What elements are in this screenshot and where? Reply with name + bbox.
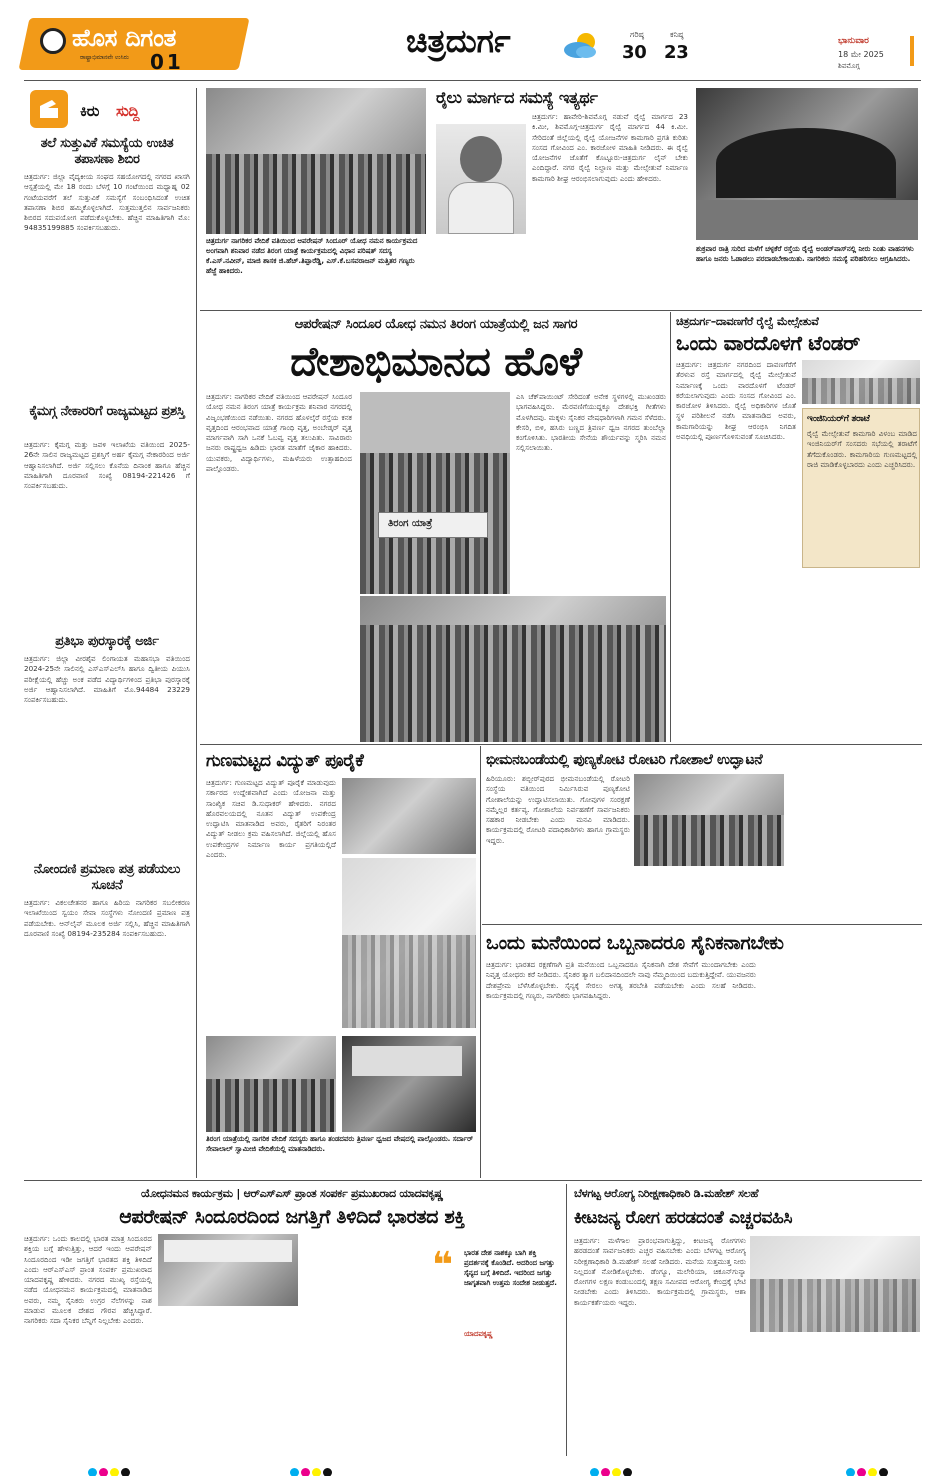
registration-dots [88,1462,132,1476]
brief-body: ಚಿತ್ರದುರ್ಗ: ವಿಕಲಚೇತನರ ಹಾಗೂ ಹಿರಿಯ ನಾಗರಿಕರ ಸಬಲೀಕರಣ ಇಲಾಖೆಯಿಂದ ಸ್ವಯಂ ಸೇವಾ ಸಂಸ್ಥೆಗಳು ನೋಂದಣಿ ಪ್ರಮಾಣ ಪತ್ರ ಪಡೆಯಬೇಕು. ಆನ್‌ಲೈನ್ ಮೂಲಕ ಅರ್ಜಿ ಸಲ್ಲಿಸಿ, ಹೆಚ್ಚಿನ ಮಾಹಿತಿಗಾಗಿ ದೂರವಾಣಿ ಸಂಖ್ಯೆ 08194-235284 ಸಂಪರ್ಕಿಸಬಹುದು. [24,898,190,938]
bottom-right-kicker: ಬೆಳಗಟ್ಟ ಆರೋಗ್ಯ ನಿರೀಕ್ಷಣಾಧಿಕಾರಿ ಡಿ.ಮಹೇಶ್ ಸಲಹೆ [574,1187,759,1200]
registration-dots [846,1462,890,1476]
registration-dots [290,1462,334,1476]
stage-photo [342,1036,476,1132]
kirusuddi-column [24,88,192,1178]
rail-headline: ರೈಲು ಮಾರ್ಗದ ಸಮಸ್ಯೆ ಇತ್ಯರ್ಥ [436,88,598,107]
yatra-photo-caption: ಚಿತ್ರದುರ್ಗ ನಾಗರಿಕರ ವೇದಿಕೆ ವತಿಯಿಂದ ಆಪರೇಷನ್ ಸಿಂದೂರ್ ಯೋಧ ನಮನ ಕಾರ್ಯಕ್ರಮದ ಅಂಗವಾಗಿ ಶನಿವಾರ ನಡೆದ ತಿರಂಗ ಯಾತ್ರೆ ಕಾರ್ಯಕ್ರಮದಲ್ಲಿ ವಿಧಾನ ಪರಿಷತ್ ಸದಸ್ಯ ಕೆ.ಎಸ್.ನವೀನ್, ಮಾಜಿ ಶಾಸಕ ಜಿ.ಹೆಚ್.ತಿಪ್ಪಾರೆಡ್ಡಿ, ಎಸ್.ಕೆ.ಬಸವರಾಜನ್ ಮತ್ತಿತರ ಗಣ್ಯರು ಹೆಜ್ಜೆ ಹಾಕಿದರು. [206,237,418,275]
logo-circle-icon [40,28,66,54]
brief-headline: ತಲೆ ಸುತ್ತುವಿಕೆ ಸಮಸ್ಯೆಯ ಉಚಿತ ತಪಾಸಣಾ ಶಿಬಿರ [40,136,174,167]
masthead [0,0,945,80]
quote-box [432,1245,560,1344]
lead-kicker: ಆಪರೇಷನ್ ಸಿಂದೂರ ಯೋಧ ನಮನ ತಿರಂಗ ಯಾತ್ರೆಯಲ್ಲಿ ಜನ ಸಾಗರ [294,317,578,332]
tender-body: ಚಿತ್ರದುರ್ಗ: ಚಿತ್ರದುರ್ಗ ನಗರದಿಂದ ದಾವಣಗೆರೆಗೆ ತೆರಳುವ ರಸ್ತೆ ಮಾರ್ಗದಲ್ಲಿ ರೈಲ್ವೆ ಮೇಲ್ಸೇತುವೆ ನಿರ್ಮಾಣಕ್ಕೆ ಒಂದು ವಾರದೊಳಗೆ ಟೆಂಡರ್ ಕರೆಯಲಾಗುವುದು ಎಂದು ಸಂಸದ ಗೋವಿಂದ ಎಂ. ಕಾರಜೋಳ ತಿಳಿಸಿದರು. ರೈಲ್ವೆ ಅಧಿಕಾರಿಗಳ ಜೊತೆ ಸ್ಥಳ ಪರಿಶೀಲನೆ ನಡೆಸಿ ಮಾತನಾಡಿದ ಅವರು, ಕಾಮಗಾರಿಯನ್ನು ಶೀಘ್ರ ಆರಂಭಿಸಿ ನಿಗದಿತ ಅವಧಿಯಲ್ಲಿ ಪೂರ್ಣಗೊಳಿಸುವಂತೆ ಸೂಚಿಸಿದರು. [676,360,796,442]
underpass-photo [696,88,918,240]
masthead-rule [24,80,921,81]
registration-dots [590,1462,634,1476]
sun-cloud-icon [562,30,602,60]
power-headline: ಗುಣಮಟ್ಟದ ವಿದ್ಯುತ್ ಪೂರೈಕೆ [206,751,364,771]
day: ಭಾನುವಾರ [838,36,869,46]
quote-author: ಯಾದವಕೃಷ್ಣ [464,1330,493,1338]
max-temp-label: ಗರಿಷ್ಠ [630,30,644,39]
brief-headline: ಪ್ರತಿಭಾ ಪುರಸ್ಕಾರಕ್ಕೆ ಅರ್ಜಿ [24,634,190,650]
rail-body: ಚಿತ್ರದುರ್ಗ: ಹಾವೇರಿ-ಶಿವಮೊಗ್ಗ ನಡುವೆ ರೈಲ್ವೆ ಮಾರ್ಗದ 23 ಕಿ.ಮೀ, ಶಿವಮೊಗ್ಗ-ಚಿತ್ರದುರ್ಗ ರೈಲ್ವೆ ಮಾರ್ಗದ 44 ಕಿ.ಮೀ. ಸೇರಿದಂತೆ ಜಿಲ್ಲೆಯಲ್ಲಿ ರೈಲ್ವೆ ಯೋಜನೆಗಳ ಕಾಮಗಾರಿ ಪ್ರಗತಿ ಕುರಿತು ಸಂಸದ ಗೋವಿಂದ ಎಂ. ಕಾರಜೋಳ ಮಾಹಿತಿ ನೀಡಿದರು. ಈ ರೈಲ್ವೆ ಯೋಜನೆಗಳ ಜೊತೆಗೆ ಕೊಟ್ಟೂರು-ಚಿತ್ರದುರ್ಗ ಲೈನ್ ಬೇಕು ಎಂದಿದ್ದಾರೆ. ನಗರ ರೈಲ್ವೆ ನಿಲ್ದಾಣ ಮತ್ತು ಮೇಲ್ಸೇತುವೆ ನಿರ್ಮಾಣ ಕಾಮಗಾರಿ ಶೀಘ್ರ ಆರಂಭಿಸಲಾಗುವುದು ಎಂದು ಹೇಳಿದರು. [532,112,688,183]
power-body: ಚಿತ್ರದುರ್ಗ: ಗುಣಮಟ್ಟದ ವಿದ್ಯುತ್ ಪೂರೈಕೆ ಮಾಡುವುದು ಸರ್ಕಾರದ ಉದ್ದೇಶವಾಗಿದೆ ಎಂದು ಯೋಜನಾ ಮತ್ತು ಸಾಂಖ್ಯಿಕ ಸಚಿವ ಡಿ.ಸುಧಾಕರ್ ಹೇಳಿದರು. ನಗರದ ಹೊರವಲಯದಲ್ಲಿ ನೂತನ ವಿದ್ಯುತ್ ಉಪಕೇಂದ್ರ ಉದ್ಘಾಟಿಸಿ ಮಾತನಾಡಿದ ಅವರು, ರೈತರಿಗೆ ನಿರಂತರ ವಿದ್ಯುತ್ ನೀಡಲು ಕ್ರಮ ವಹಿಸಲಾಗಿದೆ. ಜಿಲ್ಲೆಯಲ್ಲಿ ಹೊಸ ಉಪಕೇಂದ್ರಗಳ ನಿರ್ಮಾಣ ಕಾರ್ಯ ಪ್ರಗತಿಯಲ್ಲಿದೆ ಎಂದರು. [206,778,336,860]
row-divider [200,310,922,311]
lead-headline: ದೇಶಾಭಿಮಾನದ ಹೊಳೆ [290,339,582,385]
row-divider [24,1180,922,1181]
kirusuddi-label-b: ಸುದ್ದಿ [116,102,140,120]
lead-body-col1: ಚಿತ್ರದುರ್ಗ: ನಾಗರಿಕರ ವೇದಿಕೆ ವತಿಯಿಂದ ಆಪರೇಷನ್ ಸಿಂದೂರ ಯೋಧ ನಮನ ತಿರಂಗ ಯಾತ್ರೆ ಕಾರ್ಯಕ್ರಮ ಶನಿವಾರ ನಗರದಲ್ಲಿ ವಿಜೃಂಭಣೆಯಿಂದ ನಡೆಯಿತು. ನಗರದ ಹೊಳಲ್ಕೆರೆ ರಸ್ತೆಯ ಕನಕ ವೃತ್ತದಿಂದ ಆರಂಭವಾದ ಯಾತ್ರೆ ಗಾಂಧಿ ವೃತ್ತ, ಅಂಬೇಡ್ಕರ್ ವೃತ್ತ ಮಾರ್ಗವಾಗಿ ಸಾಗಿ ಒನಕೆ ಓಬವ್ವ ವೃತ್ತ ತಲುಪಿತು. ಸಾವಿರಾರು ಜನರು ರಾಷ್ಟ್ರಧ್ವಜ ಹಿಡಿದು ಭಾರತ ಮಾತೆಗೆ ಜೈಕಾರ ಹಾಕಿದರು. ಯುವಕರು, ವಿದ್ಯಾರ್ಥಿಗಳು, ಮಹಿಳೆಯರು ಉತ್ಸಾಹದಿಂದ ಪಾಲ್ಗೊಂಡರು. [206,392,352,474]
bottom-right-body: ಚಿತ್ರದುರ್ಗ: ಮಳೆಗಾಲ ಪ್ರಾರಂಭವಾಗುತ್ತಿದ್ದು, ಕೀಟಜನ್ಯ ರೋಗಗಳು ಹರಡದಂತೆ ಸಾರ್ವಜನಿಕರು ಎಚ್ಚರ ವಹಿಸಬೇಕು ಎಂದು ಬೆಳಗಟ್ಟ ಆರೋಗ್ಯ ನಿರೀಕ್ಷಣಾಧಿಕಾರಿ ಡಿ.ಮಹೇಶ್ ಸಲಹೆ ನೀಡಿದರು. ಮನೆಯ ಸುತ್ತಮುತ್ತ ನೀರು ನಿಲ್ಲದಂತೆ ನೋಡಿಕೊಳ್ಳಬೇಕು. ಡೆಂಗ್ಯೂ, ಮಲೇರಿಯಾ, ಚಿಕೂನ್‌ಗುನ್ಯಾ ರೋಗಗಳ ಲಕ್ಷಣ ಕಂಡುಬಂದಲ್ಲಿ ತಕ್ಷಣ ಸಮೀಪದ ಆರೋಗ್ಯ ಕೇಂದ್ರಕ್ಕೆ ಭೇಟಿ ನೀಡಬೇಕು ಎಂದು ತಿಳಿಸಿದರು. ಕಾರ್ಯಕ್ರಮದಲ್ಲಿ ಗ್ರಾಮಸ್ಥರು, ಆಶಾ ಕಾರ್ಯಕರ್ತೆಯರು ಇದ್ದರು. [574,1236,746,1307]
column-divider [670,312,671,742]
logo-text: ಹೊಸ ದಿಗಂತ [72,24,177,52]
city: ಶಿವಮೊಗ್ಗ [838,62,860,70]
rss-event-photo [158,1234,298,1306]
bottom-left-headline: ಆಪರೇಷನ್ ಸಿಂದೂರದಿಂದ ಜಗತ್ತಿಗೆ ತಿಳಿದಿದೆ ಭಾರತದ ಶಕ್ತಿ [119,1206,465,1228]
brief-headline: ಕೈಮಗ್ಗ ನೇಕಾರರಿಗೆ ರಾಜ್ಯಮಟ್ಟದ ಪ್ರಶಸ್ತಿ [24,404,190,420]
masthead-accent-bar [910,36,914,66]
tagline: ರಾಷ್ಟ್ರಾಭಿಮಾನವೇ ಉಸಿರು [80,54,129,61]
min-temp: 23 [664,42,689,63]
goshala-photo [634,774,784,866]
max-temp: 30 [622,42,647,63]
row-divider [200,744,922,745]
bottom-left-body-mid [158,1310,428,1454]
bottom-left-kicker: ಯೋಧನಮನ ಕಾರ್ಯಕ್ರಮ | ಆರ್‌ಎಸ್‌ಎಸ್ ಪ್ರಾಂತ ಸಂಪರ್ಕ ಪ್ರಮುಖರಾದ ಯಾದವಕೃಷ್ಣ [141,1187,443,1200]
brief-body: ಚಿತ್ರದುರ್ಗ: ಜಿಲ್ಲಾ ವೈದ್ಯಕೀಯ ಸಂಘದ ಸಹಯೋಗದಲ್ಲಿ ನಗರದ ಖಾಸಗಿ ಆಸ್ಪತ್ರೆಯಲ್ಲಿ ಮೇ 18 ರಂದು ಬೆಳಗ್ಗೆ 10 ಗಂಟೆಯಿಂದ ಮಧ್ಯಾಹ್ನ 02 ಗಂಟೆಯವರೆಗೆ ತಲೆ ಸುತ್ತುವಿಕೆ ಸಮಸ್ಯೆಗೆ ಸಂಬಂಧಿಸಿದಂತೆ ಉಚಿತ ತಪಾಸಣಾ ಶಿಬಿರ ಹಮ್ಮಿಕೊಳ್ಳಲಾಗಿದೆ. ಸುತ್ತಮುತ್ತಲಿನ ಸಾರ್ವಜನಿಕರು ಶಿಬಿರದ ಸದುಪಯೋಗ ಪಡೆದುಕೊಳ್ಳಬೇಕು. ಹೆಚ್ಚಿನ ಮಾಹಿತಿಗಾಗಿ ಮೊ: 94835199885 ಸಂಪರ್ಕಿಸಬಹುದು. [24,172,190,233]
date: 18 ಮೇ 2025 [838,50,884,59]
engineer-box-title: ಇಂಜಿನಿಯರ್‌ಗೆ ತರಾಟೆ [807,414,870,424]
tender-photo [802,360,920,404]
goshala-body: ಹಿರಿಯೂರು: ಶಬ್ಬೀರ್‌ಪುರದ ಭೀಮನಬಂಡೆಯಲ್ಲಿ ರೋಟರಿ ಸಂಸ್ಥೆಯ ವತಿಯಿಂದ ನಿರ್ಮಿಸಿರುವ ಪುಣ್ಯಕೋಟಿ ಗೋಶಾಲೆಯನ್ನು ಉದ್ಘಾಟಿಸಲಾಯಿತು. ಗೋವುಗಳ ಸಂರಕ್ಷಣೆ ನಮ್ಮೆಲ್ಲರ ಕರ್ತವ್ಯ. ಗೋಶಾಲೆಯ ನಿರ್ವಹಣೆಗೆ ಸಾರ್ವಜನಿಕರು ಸಹಕಾರ ನೀಡಬೇಕು ಎಂದು ಮನವಿ ಮಾಡಿದರು. ಕಾರ್ಯಕ್ರಮದಲ್ಲಿ ರೋಟರಿ ಪದಾಧಿಕಾರಿಗಳು ಹಾಗೂ ಗ್ರಾಮಸ್ಥರು ಇದ್ದರು. [486,774,630,845]
min-temp-label: ಕನಿಷ್ಠ [670,30,684,39]
column-divider [480,746,481,1178]
edition-title: ಚಿತ್ರದುರ್ಗ [406,22,511,60]
lead-rally-photo [360,392,510,594]
column-divider [196,88,197,1178]
substation-photo [342,778,476,854]
soldier-body-right [762,960,920,1176]
row-divider [482,924,922,925]
rail-body-continued [436,236,688,306]
goshala-headline: ಭೀಮನಬಂಡೆಯಲ್ಲಿ ಪುಣ್ಯಕೋಟಿ ರೋಟರಿ ಗೋಶಾಲೆ ಉದ್ಘಾಟನೆ [486,752,763,768]
soldier-headline: ಒಂದು ಮನೆಯಿಂದ ಒಬ್ಬನಾದರೂ ಸೈನಿಕನಾಗಬೇಕು [486,932,784,954]
soldier-body: ಚಿತ್ರದುರ್ಗ: ಭಾರತದ ರಕ್ಷಣೆಗಾಗಿ ಪ್ರತಿ ಮನೆಯಿಂದ ಒಬ್ಬನಾದರೂ ಸೈನಿಕನಾಗಿ ದೇಶ ಸೇವೆಗೆ ಮುಂದಾಗಬೇಕು ಎಂದು ನಿವೃತ್ತ ಯೋಧರು ಕರೆ ನೀಡಿದರು. ಸೈನಿಕರ ತ್ಯಾಗ ಬಲಿದಾನದಿಂದಲೇ ನಾವು ನೆಮ್ಮದಿಯಿಂದ ಬದುಕುತ್ತಿದ್ದೇವೆ. ಯುವಜನರು ದೇಶಪ್ರೇಮ ಬೆಳೆಸಿಕೊಳ್ಳಬೇಕು. ಸೈನ್ಯಕ್ಕೆ ಸೇರಲು ಅಗತ್ಯ ತರಬೇತಿ ಪಡೆಯಬೇಕು ಎಂದು ಸಲಹೆ ನೀಡಿದರು. ಕಾರ್ಯಕ್ರಮದಲ್ಲಿ ಗಣ್ಯರು, ನಾಗರಿಕರು ಭಾಗವಹಿಸಿದ್ದರು. [486,960,756,1000]
bottom-left-body-right [432,1350,560,1454]
brief-body: ಚಿತ್ರದುರ್ಗ: ಕೈಮಗ್ಗ ಮತ್ತು ಜವಳಿ ಇಲಾಖೆಯ ವತಿಯಿಂದ 2025-26ನೇ ಸಾಲಿನ ರಾಜ್ಯಮಟ್ಟದ ಪ್ರಶಸ್ತಿಗೆ ಅರ್ಹ ಕೈಮಗ್ಗ ನೇಕಾರರಿಂದ ಅರ್ಜಿ ಆಹ್ವಾನಿಸಲಾಗಿದೆ. ಅರ್ಜಿ ಸಲ್ಲಿಸಲು ಕೊನೆಯ ದಿನಾಂಕ ಹಾಗೂ ಹೆಚ್ಚಿನ ಮಾಹಿತಿಗಾಗಿ ದೂರವಾಣಿ ಸಂಖ್ಯೆ 08194-221426 ಗೆ ಸಂಪರ್ಕಿಸಬಹುದು. [24,440,190,491]
banner-text: ತಿರಂಗ ಯಾತ್ರೆ [388,518,433,529]
tender-headline: ಒಂದು ವಾರದೊಳಗೆ ಟೆಂಡರ್ [676,331,860,355]
hand-icon [30,90,68,128]
quote-text: ಭಾರತ ದೇಶ ನಾಶಕ್ಕೂ ಬಾಗಿ ಶಕ್ತಿ ಪ್ರದರ್ಶನಕ್ಕೆ ಕೊಂಡಿದೆ. ಅದರಿಂದ ಜಗತ್ತು ಸೈನ್ಯದ ಬಗ್ಗೆ ತಿಳಿದಿದೆ. ಇದರಿಂದ ಜಗತ್ತು ಜಾಗೃತವಾಗಿ ಉತ್ತಮ ಸಂದೇಶ ನೀಡುತ್ತದೆ. [464,1249,557,1287]
column-divider [566,1184,567,1456]
bottom-right-headline: ಕೀಟಜನ್ಯ ರೋಗ ಹರಡದಂತೆ ಎಚ್ಚರವಹಿಸಿ [574,1208,793,1228]
power-event-photo [342,858,476,1028]
engineer-box [802,408,920,568]
goshala-body-right [790,774,920,920]
yatra-photo [206,88,426,234]
bottom-left-body: ಚಿತ್ರದುರ್ಗ: ಒಂದು ಕಾಲದಲ್ಲಿ ಭಾರತ ಮಾತ್ರ ಸಿಂದೂರದ ಶಕ್ತಿಯ ಬಗ್ಗೆ ಹೇಳುತ್ತಿತ್ತು, ಆದರೆ ಇಂದು ಆಪರೇಷನ್ ಸಿಂದೂರದಿಂದ ಇಡೀ ಜಗತ್ತಿಗೆ ಭಾರತದ ಶಕ್ತಿ ತಿಳಿದಿದೆ ಎಂದು ಆರ್‌ಎಸ್‌ಎಸ್ ಪ್ರಾಂತ ಸಂಪರ್ಕ ಪ್ರಮುಖರಾದ ಯಾದವಕೃಷ್ಣ ಹೇಳಿದರು. ನಗರದ ಮುಖ್ಯ ರಸ್ತೆಯಲ್ಲಿ ನಡೆದ ಯೋಧನಮನ ಕಾರ್ಯಕ್ರಮದಲ್ಲಿ ಮಾತನಾಡಿದ ಅವರು, ನಮ್ಮ ಸೈನಿಕರು ಉಗ್ರರ ನೆಲೆಗಳನ್ನು ನಾಶ ಮಾಡುವ ಮೂಲಕ ದೇಶದ ಗೌರವ ಹೆಚ್ಚಿಸಿದ್ದಾರೆ. ನಾಗರಿಕರು ಸದಾ ಸೈನಿಕರ ಬೆನ್ನಿಗೆ ನಿಲ್ಲಬೇಕು ಎಂದರು. [24,1234,152,1326]
kirusuddi-label-a: ಕಿರು [80,102,100,120]
yatra-crowd-photo [206,1036,336,1132]
brief-headline: ನೋಂದಣಿ ಪ್ರಮಾಣ ಪತ್ರ ಪಡೆಯಲು ಸೂಚನೆ [24,862,190,894]
underpass-caption: ಶುಕ್ರವಾರ ರಾತ್ರಿ ಸುರಿದ ಮಳೆಗೆ ಚಳ್ಳಕೆರೆ ರಸ್ತೆಯ ರೈಲ್ವೆ ಅಂಡರ್‌ಪಾಸ್‌ನಲ್ಲಿ ನೀರು ನಿಂತು ವಾಹನಗಳು ಹಾಗೂ ಜನರು ಓಡಾಡಲು ಪರದಾಡಬೇಕಾಯಿತು. ನಾಗರಿಕರು ಸಮಸ್ಯೆ ಪರಿಹರಿಸಲು ಆಗ್ರಹಿಸಿದರು. [696,245,914,263]
page-number: 01 [150,50,184,74]
engineer-box-body: ರೈಲ್ವೆ ಮೇಲ್ಸೇತುವೆ ಕಾಮಗಾರಿ ವಿಳಂಬ ಮಾಡಿದ ಇಂಜಿನಿಯರ್‌ಗೆ ಸಂಸದರು ಸಭೆಯಲ್ಲಿ ತರಾಟೆಗೆ ತೆಗೆದುಕೊಂಡರು. ಕಾಮಗಾರಿಯ ಗುಣಮಟ್ಟದಲ್ಲಿ ರಾಜಿ ಮಾಡಿಕೊಳ್ಳಬಾರದು ಎಂದು ಎಚ್ಚರಿಸಿದರು. [807,429,917,469]
bottom-right-body-right [750,1336,920,1454]
yatra-pair-caption: ತಿರಂಗ ಯಾತ್ರೆಯಲ್ಲಿ ನಾಗರಿಕ ವೇದಿಕೆ ಸದಸ್ಯರು ಹಾಗೂ ತಂಡದವರು ತ್ರಿವರ್ಣ ಧ್ವಜದ ವೇಷದಲ್ಲಿ ಪಾಲ್ಗೊಂಡರು. ಸರ್ದಾರ್ ಸೇವಾಲಾಲ್ ಸ್ವಾಮೀಜಿ ವೇದಿಕೆಯಲ್ಲಿ ಮಾತನಾಡಿದರು. [206,1135,474,1153]
lead-crowd-photo [360,596,666,742]
health-camp-photo [750,1236,920,1332]
brief-body: ಚಿತ್ರದುರ್ಗ: ಜಿಲ್ಲಾ ವೀರಶೈವ ಲಿಂಗಾಯತ ಮಹಾಸಭಾ ವತಿಯಿಂದ 2024-25ನೇ ಸಾಲಿನಲ್ಲಿ ಎಸ್ಎಸ್ಎಲ್‌ಸಿ ಹಾಗೂ ದ್ವಿತೀಯ ಪಿಯುಸಿ ಪರೀಕ್ಷೆಯಲ್ಲಿ ಹೆಚ್ಚು ಅಂಕ ಪಡೆದ ವಿದ್ಯಾರ್ಥಿಗಳಿಂದ ಪ್ರತಿಭಾ ಪುರಸ್ಕಾರಕ್ಕೆ ಅರ್ಜಿ ಆಹ್ವಾನಿಸಲಾಗಿದೆ. ಮಾಹಿತಿಗೆ ಮೊ.94484 23229 ಸಂಪರ್ಕಿಸಬಹುದು. [24,654,190,705]
lead-body-col2: ಎಸಿ ಚೆಕ್‌ಪಾಯಿಂಟ್ ಸೇರಿದಂತೆ ಅನೇಕ ಸ್ಥಳಗಳಲ್ಲಿ ಮುಖಂಡರು ಭಾಗವಹಿಸಿದ್ದರು. ಮೆರವಣಿಗೆಯುದ್ದಕ್ಕೂ ದೇಶಭಕ್ತಿ ಗೀತೆಗಳು ಮೊಳಗಿದವು. ಮಕ್ಕಳು ಸೈನಿಕರ ವೇಷಧಾರಿಗಳಾಗಿ ಗಮನ ಸೆಳೆದರು. ಕೇಸರಿ, ಬಿಳಿ, ಹಸಿರು ಬಣ್ಣದ ತ್ರಿವರ್ಣ ಧ್ವಜ ನಗರದ ತುಂಬೆಲ್ಲಾ ಕಂಗೊಳಿಸಿತು. ಭಾರತೀಯ ಸೇನೆಯ ಶೌರ್ಯವನ್ನು ಸ್ಮರಿಸಿ ನಮನ ಸಲ್ಲಿಸಲಾಯಿತು. [516,392,666,453]
tender-kicker: ಚಿತ್ರದುರ್ಗ–ದಾವಣಗೆರೆ ರೈಲ್ವೆ ಮೇಲ್ಸೇತುವೆ [676,315,819,328]
quote-icon: ❝ [432,1245,454,1286]
